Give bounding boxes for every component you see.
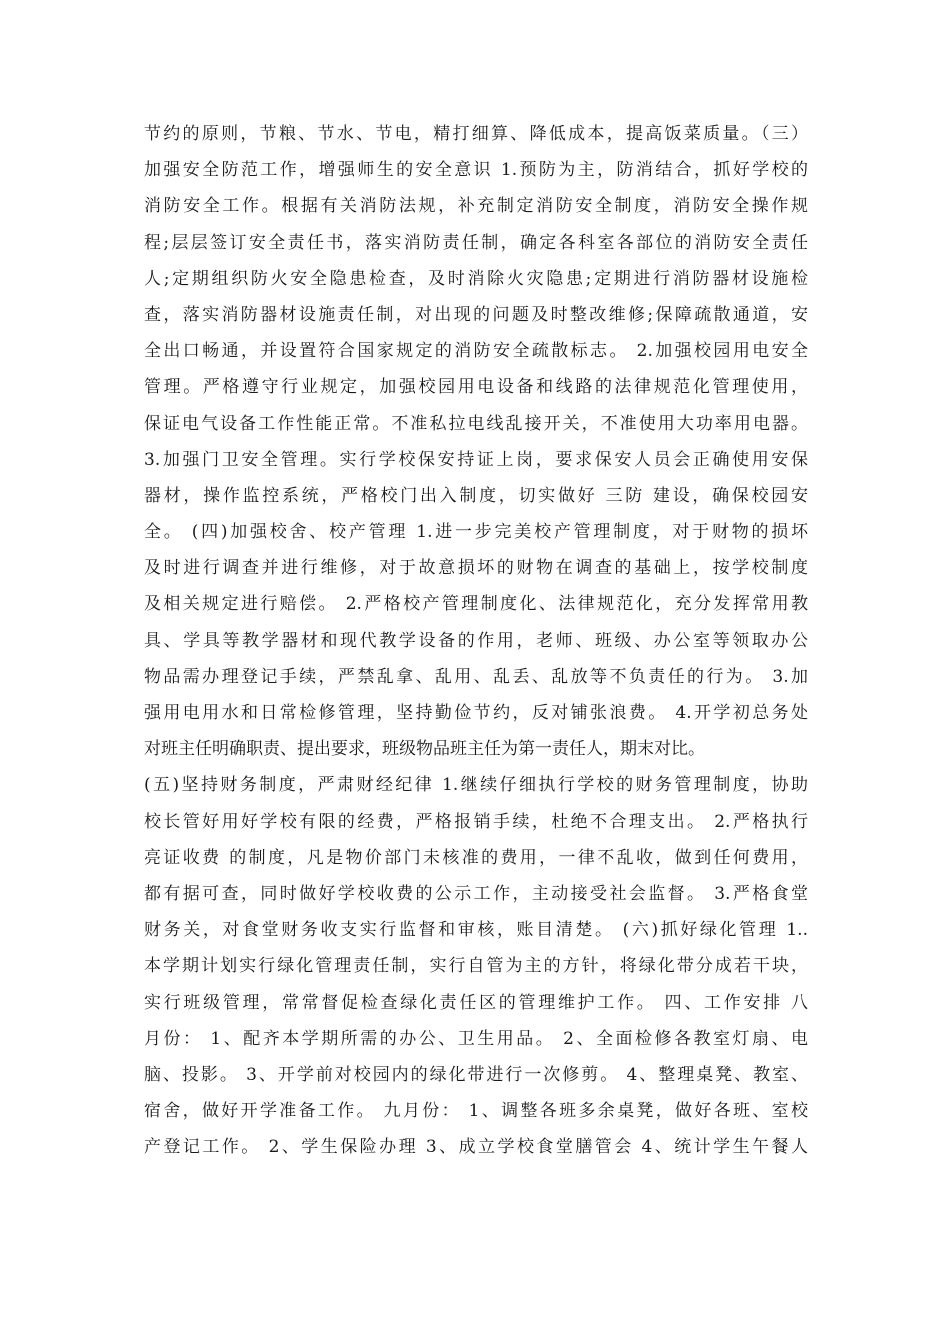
text-line: 及时进行调查并进行维修，对于故意损坏的财物在调查的基础上，按学校制度	[144, 558, 808, 579]
text-line: 月份： 1、配齐本学期所需的办公、卫生用品。 2、全面检修各教室灯扇、电	[144, 1028, 808, 1049]
text-line: 物品需办理登记手续，严禁乱拿、乱用、乱丢、乱放等不负责任的行为。 3.加	[144, 666, 808, 687]
text-line: 人;定期组织防火安全隐患检查，及时消除火灾隐患;定期进行消防器材设施检	[144, 268, 808, 289]
text-line: 财务关，对食堂财务收支实行监督和审核，账目清楚。 (六)抓好绿化管理 1..	[144, 920, 808, 941]
text-line: 消防安全工作。根据有关消防法规，补充制定消防安全制度，消防安全操作规	[144, 196, 808, 217]
text-line: 节约的原则，节粮、节水、节电，精打细算、降低成本，提高饭菜质量。（三）	[144, 124, 808, 144]
text-line: 查，落实消防器材设施责任制，对出现的问题及时整改维修;保障疏散通道，安	[144, 304, 808, 325]
text-line: 实行班级管理，常常督促检查绿化责任区的管理维护工作。 四、工作安排 八	[144, 992, 808, 1013]
text-line: 加强安全防范工作，增强师生的安全意识 1.预防为主，防消结合，抓好学校的	[144, 160, 808, 181]
text-line: 全。 (四)加强校舍、校产管理 1.进一步完美校产管理制度，对于财物的损坏	[144, 522, 808, 543]
text-line: 保证电气设备工作性能正常。不准私拉电线乱接开关，不准使用大功率用电器。	[144, 413, 808, 434]
body-text	[144, 116, 808, 1165]
text-line: 管理。严格遵守行业规定，加强校园用电设备和线路的法律规范化管理使用，	[144, 377, 808, 398]
text-line: 全出口畅通，并设置符合国家规定的消防安全疏散标志。 2.加强校园用电安全	[144, 341, 808, 362]
text-line: 3.加强门卫安全管理。实行学校保安持证上岗，要求保安人员会正确使用安保	[144, 449, 808, 470]
text-line: 都有据可查，同时做好学校收费的公示工作，主动接受社会监督。 3.严格食堂	[144, 883, 808, 904]
text-line: 脑、投影。 3、开学前对校园内的绿化带进行一次修剪。 4、整理桌凳、教室、	[144, 1064, 808, 1085]
text-line: 器材，操作监控系统，严格校门出入制度，切实做好 三防 建设，确保校园安	[144, 485, 808, 506]
text-line: 及相关规定进行赔偿。 2.严格校产管理制度化、法律规范化，充分发挥常用教	[144, 594, 808, 615]
text-line: (五)坚持财务制度，严肃财经纪律 1.继续仔细执行学校的财务管理制度，协助	[144, 775, 808, 796]
text-line: 本学期计划实行绿化管理责任制，实行自管为主的方针，将绿化带分成若干块，	[144, 956, 808, 977]
text-line: 校长管好用好学校有限的经费，严格报销手续，杜绝不合理支出。 2.严格执行	[144, 811, 808, 832]
text-line: 产登记工作。 2、学生保险办理 3、成立学校食堂膳管会 4、统计学生午餐人	[144, 1137, 808, 1158]
text-line: 强用电用水和日常检修管理，坚持勤俭节约，反对铺张浪费。 4.开学初总务处	[144, 703, 808, 723]
text-line: 程;层层签订安全责任书，落实消防责任制，确定各科室各部位的消防安全责任	[144, 232, 808, 253]
text-line: 亮证收费 的制度，凡是物价部门未核准的费用，一律不乱收，做到任何费用，	[144, 847, 808, 868]
text-line: 具、学具等教学器材和现代教学设备的作用，老师、班级、办公室等领取办公	[144, 630, 808, 651]
text-line: 宿舍，做好开学准备工作。 九月份： 1、调整各班多余桌凳，做好各班、室校	[144, 1101, 808, 1122]
text-line: 对班主任明确职责、提出要求，班级物品班主任为第一责任人，期末对比。	[144, 739, 705, 760]
